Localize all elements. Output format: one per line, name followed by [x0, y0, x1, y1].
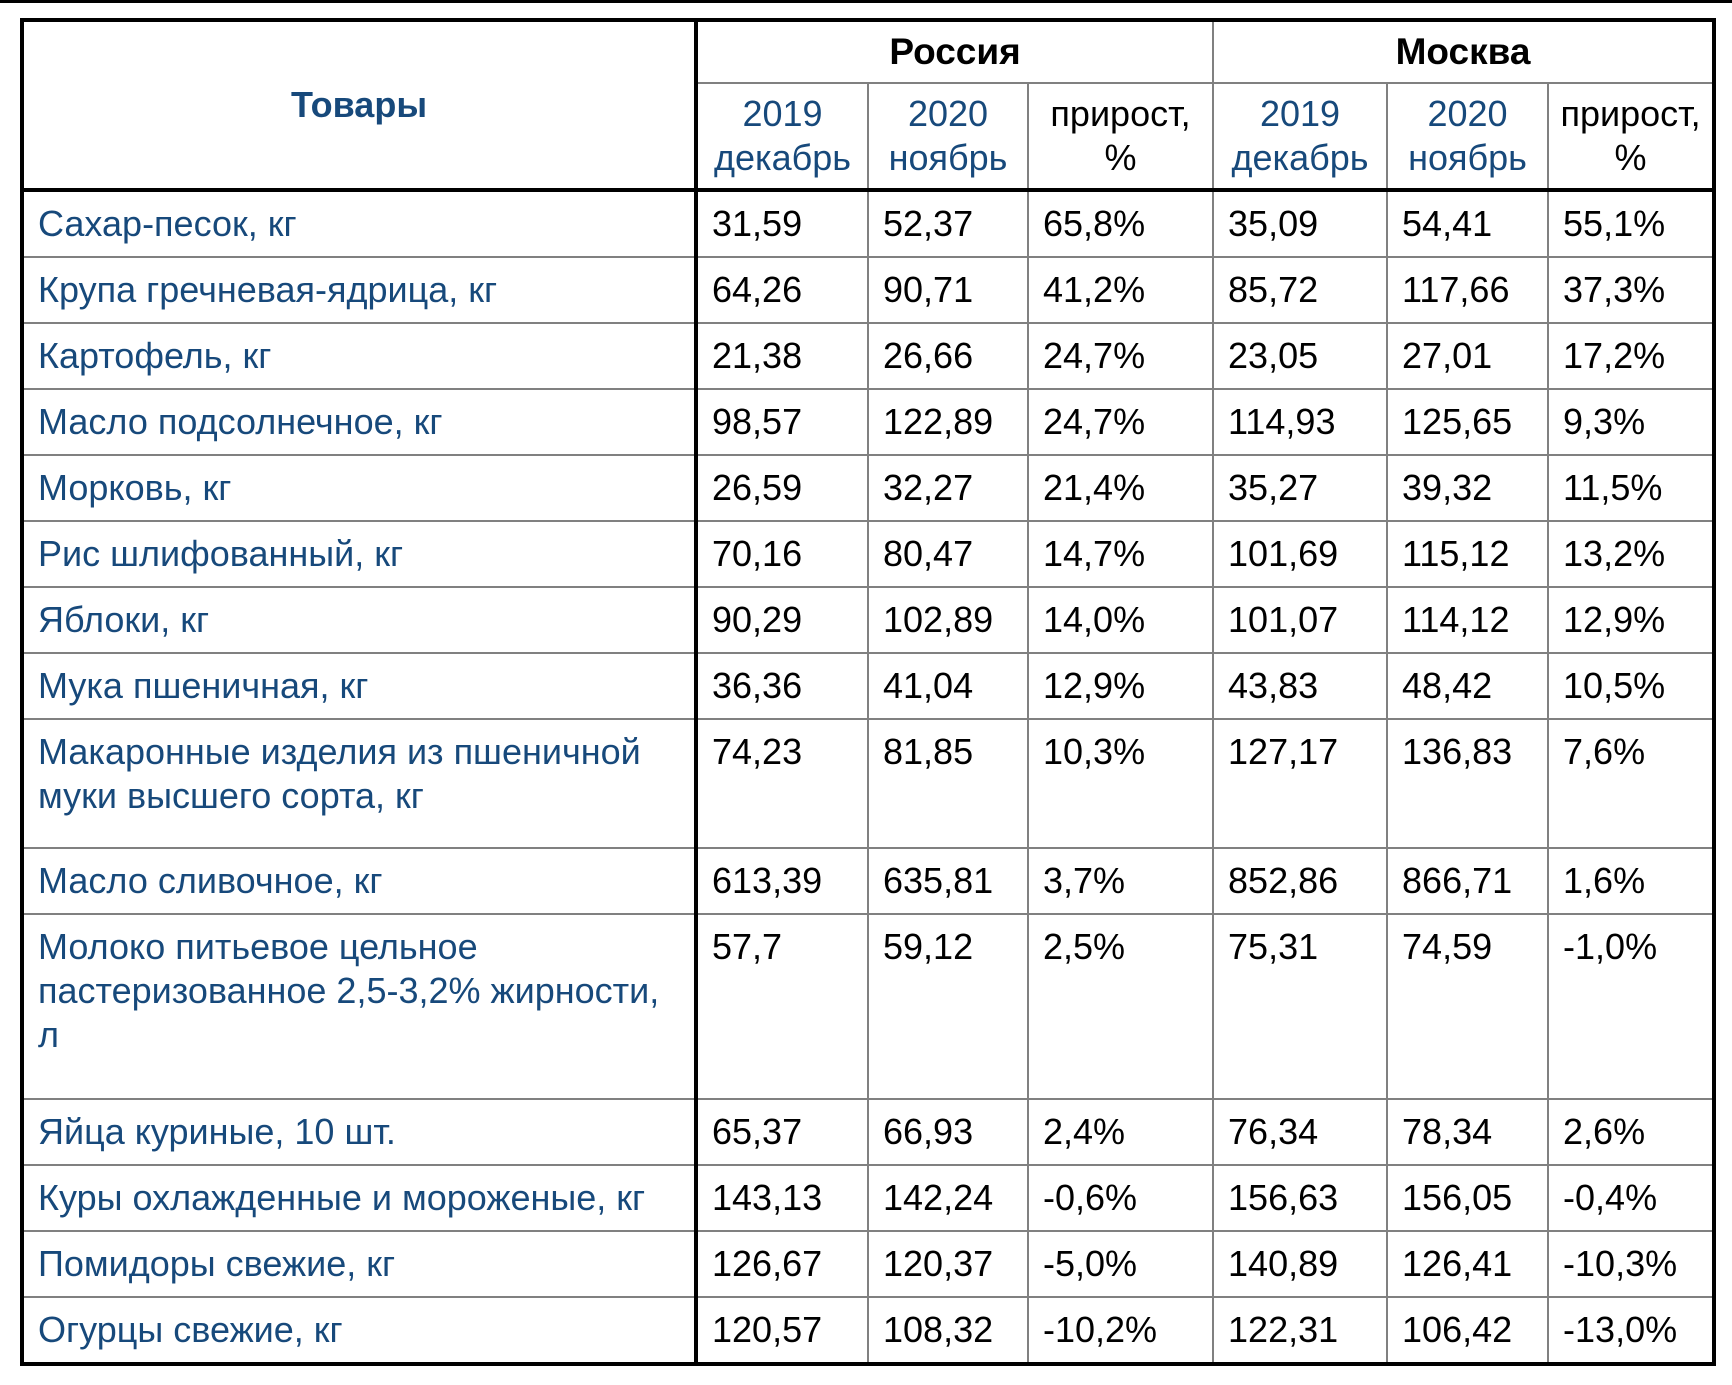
value-cell: -10,3% [1548, 1231, 1714, 1297]
product-name: Масло сливочное, кг [22, 848, 696, 914]
value-cell: 12,9% [1548, 587, 1714, 653]
product-name: Морковь, кг [22, 455, 696, 521]
table-row [22, 1099, 1714, 1165]
value-cell: 37,3% [1548, 257, 1714, 323]
value-cell: 10,5% [1548, 653, 1714, 719]
table-row [22, 1297, 1714, 1364]
value-cell: -5,0% [1028, 1231, 1213, 1297]
value-cell: 101,69 [1213, 521, 1387, 587]
value-cell: 21,4% [1028, 455, 1213, 521]
column-header-russia-growth [1028, 83, 1213, 190]
column-header-month: декабрь [1231, 137, 1369, 178]
value-cell: 59,12 [868, 914, 1028, 1099]
value-cell: 7,6% [1548, 719, 1714, 848]
value-cell: 70,16 [696, 521, 868, 587]
value-cell: 101,07 [1213, 587, 1387, 653]
column-header-growth-percent: % [1614, 137, 1647, 178]
value-cell: 24,7% [1028, 389, 1213, 455]
product-name: Сахар-песок, кг [22, 190, 696, 257]
value-cell: 14,7% [1028, 521, 1213, 587]
column-header-year: 2019 [1259, 93, 1341, 134]
column-header-moscow-2020 [1387, 83, 1548, 190]
value-cell: 52,37 [868, 190, 1028, 257]
value-cell: 866,71 [1387, 848, 1548, 914]
value-cell: 55,1% [1548, 190, 1714, 257]
value-cell: 35,09 [1213, 190, 1387, 257]
top-divider-line [0, 0, 1732, 3]
value-cell: 43,83 [1213, 653, 1387, 719]
product-name: Огурцы свежие, кг [22, 1297, 696, 1364]
value-cell: 65,8% [1028, 190, 1213, 257]
product-name: Яйца куриные, 10 шт. [22, 1099, 696, 1165]
value-cell: 9,3% [1548, 389, 1714, 455]
table-row [22, 587, 1714, 653]
value-cell: 106,42 [1387, 1297, 1548, 1364]
value-cell: 156,63 [1213, 1165, 1387, 1231]
value-cell: 1,6% [1548, 848, 1714, 914]
value-cell: 12,9% [1028, 653, 1213, 719]
value-cell: -0,4% [1548, 1165, 1714, 1231]
value-cell: 127,17 [1213, 719, 1387, 848]
value-cell: 48,42 [1387, 653, 1548, 719]
table-body [22, 190, 1714, 1364]
table-row [22, 323, 1714, 389]
value-cell: 156,05 [1387, 1165, 1548, 1231]
value-cell: 102,89 [868, 587, 1028, 653]
value-cell: 13,2% [1548, 521, 1714, 587]
value-cell: 32,27 [868, 455, 1028, 521]
table-row [22, 1165, 1714, 1231]
value-cell: 117,66 [1387, 257, 1548, 323]
value-cell: 90,71 [868, 257, 1028, 323]
value-cell: -10,2% [1028, 1297, 1213, 1364]
value-cell: 125,65 [1387, 389, 1548, 455]
value-cell: 21,38 [696, 323, 868, 389]
price-table [20, 18, 1716, 1366]
value-cell: 81,85 [868, 719, 1028, 848]
product-name: Мука пшеничная, кг [22, 653, 696, 719]
value-cell: -0,6% [1028, 1165, 1213, 1231]
product-name: Молоко питьевое цельное пастеризованное 2,5-3,2% жирности, л [22, 914, 696, 1099]
value-cell: 35,27 [1213, 455, 1387, 521]
value-cell: 90,29 [696, 587, 868, 653]
value-cell: 10,3% [1028, 719, 1213, 848]
product-name: Картофель, кг [22, 323, 696, 389]
table-row [22, 1231, 1714, 1297]
value-cell: 64,26 [696, 257, 868, 323]
group-header-moscow: Москва [1213, 20, 1714, 83]
value-cell: 126,41 [1387, 1231, 1548, 1297]
value-cell: 36,36 [696, 653, 868, 719]
value-cell: 57,7 [696, 914, 868, 1099]
value-cell: 122,31 [1213, 1297, 1387, 1364]
product-name: Макаронные изделия из пшеничной муки высшего сорта, кг [22, 719, 696, 848]
value-cell: 98,57 [696, 389, 868, 455]
value-cell: 2,5% [1028, 914, 1213, 1099]
value-cell: 76,34 [1213, 1099, 1387, 1165]
value-cell: 142,24 [868, 1165, 1028, 1231]
product-name: Масло подсолнечное, кг [22, 389, 696, 455]
value-cell: 41,2% [1028, 257, 1213, 323]
column-header-year: 2020 [1427, 93, 1508, 134]
value-cell: 136,83 [1387, 719, 1548, 848]
value-cell: 26,59 [696, 455, 868, 521]
value-cell: 23,05 [1213, 323, 1387, 389]
column-header-month: ноябрь [888, 137, 1008, 178]
value-cell: 26,66 [868, 323, 1028, 389]
table-row [22, 653, 1714, 719]
table-row [22, 914, 1714, 1099]
products-column-header: Товары [22, 20, 696, 190]
table-row [22, 848, 1714, 914]
column-header-russia-2019 [696, 83, 868, 190]
value-cell: 27,01 [1387, 323, 1548, 389]
value-cell: 54,41 [1387, 190, 1548, 257]
table-row [22, 719, 1714, 848]
group-header-russia: Россия [696, 20, 1213, 83]
value-cell: 122,89 [868, 389, 1028, 455]
column-header-month: декабрь [714, 137, 851, 178]
value-cell: 85,72 [1213, 257, 1387, 323]
value-cell: 140,89 [1213, 1231, 1387, 1297]
value-cell: 143,13 [696, 1165, 868, 1231]
value-cell: 24,7% [1028, 323, 1213, 389]
value-cell: -13,0% [1548, 1297, 1714, 1364]
value-cell: 74,59 [1387, 914, 1548, 1099]
table-header [22, 20, 1714, 190]
value-cell: 115,12 [1387, 521, 1548, 587]
value-cell: 120,57 [696, 1297, 868, 1364]
value-cell: 74,23 [696, 719, 868, 848]
value-cell: 114,93 [1213, 389, 1387, 455]
value-cell: 39,32 [1387, 455, 1548, 521]
product-name: Помидоры свежие, кг [22, 1231, 696, 1297]
column-header-month: ноябрь [1408, 137, 1527, 178]
table-row [22, 389, 1714, 455]
value-cell: 75,31 [1213, 914, 1387, 1099]
column-header-moscow-growth [1548, 83, 1714, 190]
value-cell: 635,81 [868, 848, 1028, 914]
value-cell: 108,32 [868, 1297, 1028, 1364]
value-cell: 120,37 [868, 1231, 1028, 1297]
column-header-year: 2020 [907, 93, 989, 134]
value-cell: 65,37 [696, 1099, 868, 1165]
value-cell: 613,39 [696, 848, 868, 914]
table-row [22, 455, 1714, 521]
value-cell: 11,5% [1548, 455, 1714, 521]
table-row [22, 521, 1714, 587]
value-cell: 114,12 [1387, 587, 1548, 653]
table-row [22, 190, 1714, 257]
column-header-moscow-2019 [1213, 83, 1387, 190]
column-header-growth-label: прирост, [1560, 93, 1701, 134]
value-cell: 17,2% [1548, 323, 1714, 389]
value-cell: -1,0% [1548, 914, 1714, 1099]
product-name: Яблоки, кг [22, 587, 696, 653]
column-header-year: 2019 [742, 93, 823, 134]
value-cell: 66,93 [868, 1099, 1028, 1165]
table-row [22, 257, 1714, 323]
product-name: Рис шлифованный, кг [22, 521, 696, 587]
value-cell: 41,04 [868, 653, 1028, 719]
value-cell: 14,0% [1028, 587, 1213, 653]
value-cell: 78,34 [1387, 1099, 1548, 1165]
product-name: Куры охлажденные и мороженые, кг [22, 1165, 696, 1231]
column-header-growth-label: прирост, [1050, 93, 1191, 134]
product-name: Крупа гречневая-ядрица, кг [22, 257, 696, 323]
group-header-row [22, 20, 1714, 83]
value-cell: 31,59 [696, 190, 868, 257]
value-cell: 126,67 [696, 1231, 868, 1297]
column-header-russia-2020 [868, 83, 1028, 190]
value-cell: 852,86 [1213, 848, 1387, 914]
value-cell: 3,7% [1028, 848, 1213, 914]
value-cell: 2,4% [1028, 1099, 1213, 1165]
column-header-growth-percent: % [1104, 137, 1137, 178]
value-cell: 80,47 [868, 521, 1028, 587]
value-cell: 2,6% [1548, 1099, 1714, 1165]
